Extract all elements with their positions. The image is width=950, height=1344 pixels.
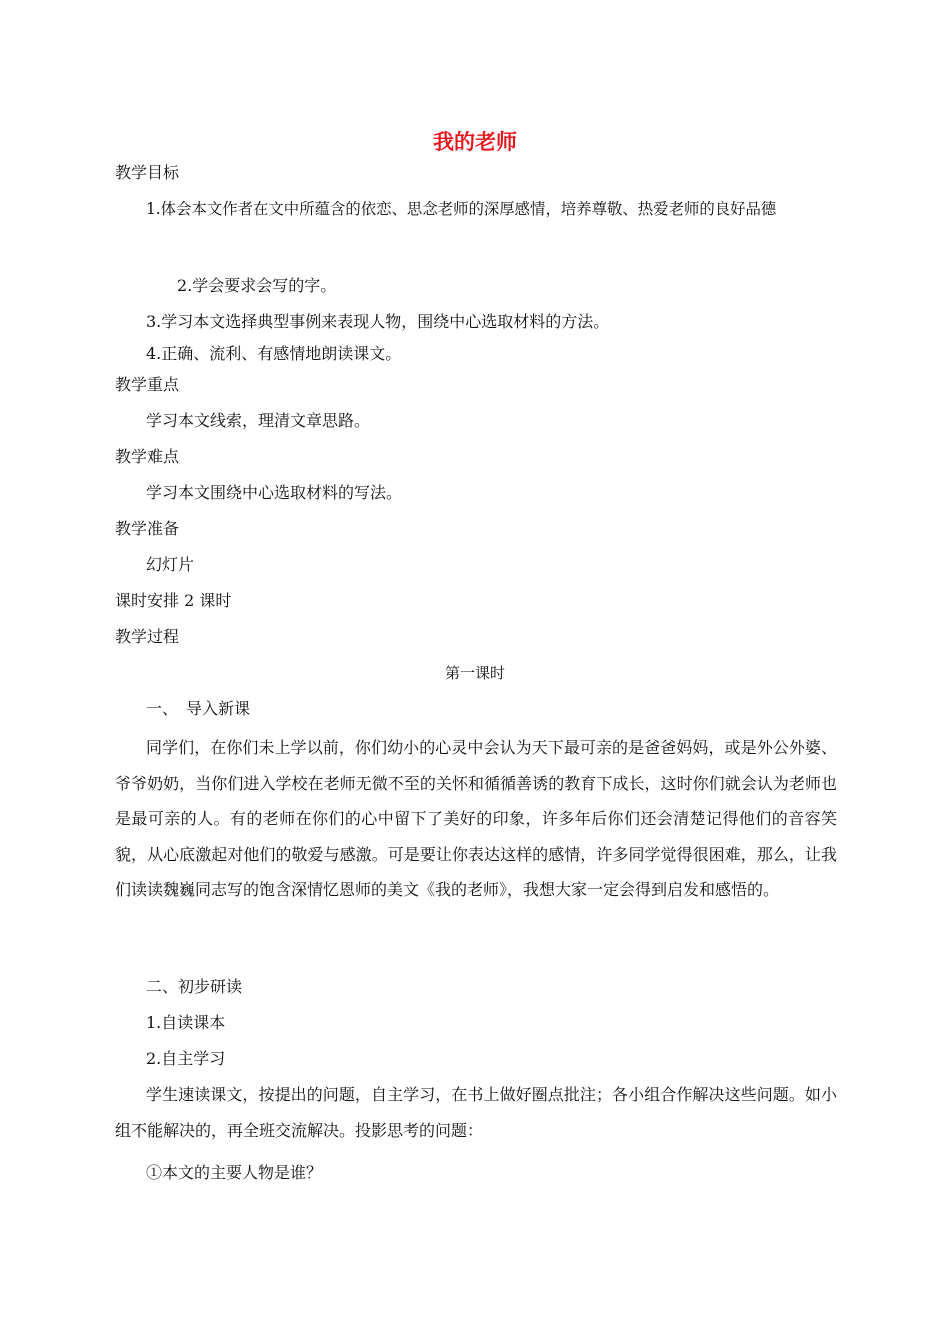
difficulties-heading: 教学难点 — [115, 447, 180, 466]
preparation-heading: 教学准备 — [115, 519, 180, 538]
page-title: 我的老师 — [433, 130, 517, 154]
step-2: 2.自主学习 — [146, 1049, 226, 1068]
schedule: 课时安排 2 课时 — [115, 591, 232, 610]
objectives-heading: 教学目标 — [115, 163, 180, 182]
objective-4: 4.正确、流利、有感情地朗读课文。 — [146, 344, 402, 363]
objective-3: 3.学习本文选择典型事例来表现人物，围绕中心选取材料的方法。 — [146, 312, 610, 331]
intro-paragraph: 同学们，在你们未上学以前，你们幼小的心灵中会认为天下最可亲的是爸爸妈妈，或是外公外婆、爷爷奶奶，当你们进入学校在老师无微不至的关怀和循循善诱的教育下成长，这时你们就会认为老师也是最可亲的人。有的老师在你们的心中留下了美好的印象，许多年后你们还会清楚记得他们的音容笑貌，从心底激起对他们的敬爱与感激。可是要让你表达这样的感情，许多同学觉得很困难，那么，让我们读读魏巍同志写的饱含深情忆恩师的美文《我的老师》，我想大家一定会得到启发和感悟的。 — [115, 738, 837, 899]
objective-2: 2.学会要求会写的字。 — [177, 276, 337, 295]
self-study-paragraph-block — [115, 1077, 837, 1148]
intro-paragraph-block — [115, 730, 837, 908]
lesson-one-heading: 第一课时 — [444, 664, 505, 682]
key-points-heading: 教学重点 — [115, 375, 180, 394]
objective-1: 1.体会本文作者在文中所蕴含的依恋、思念老师的深厚感情，培养尊敬、热爱老师的良好品德 — [146, 200, 777, 218]
question-1: ①本文的主要人物是谁？ — [146, 1163, 323, 1182]
difficulties-text: 学习本文围绕中心选取材料的写法。 — [146, 483, 403, 502]
section-2-heading: 二、初步研读 — [146, 977, 243, 996]
self-study-paragraph: 学生速读课文，按提出的问题，自主学习，在书上做好圈点批注；各小组合作解决这些问题。如小组不能解决的，再全班交流解决。投影思考的问题： — [115, 1085, 837, 1140]
section-1-heading: 一、 导入新课 — [146, 699, 251, 718]
preparation-text: 幻灯片 — [146, 555, 195, 574]
key-points-text: 学习本文线索，理清文章思路。 — [146, 411, 371, 430]
step-1: 1.自读课本 — [146, 1013, 226, 1032]
process-heading: 教学过程 — [115, 627, 180, 646]
